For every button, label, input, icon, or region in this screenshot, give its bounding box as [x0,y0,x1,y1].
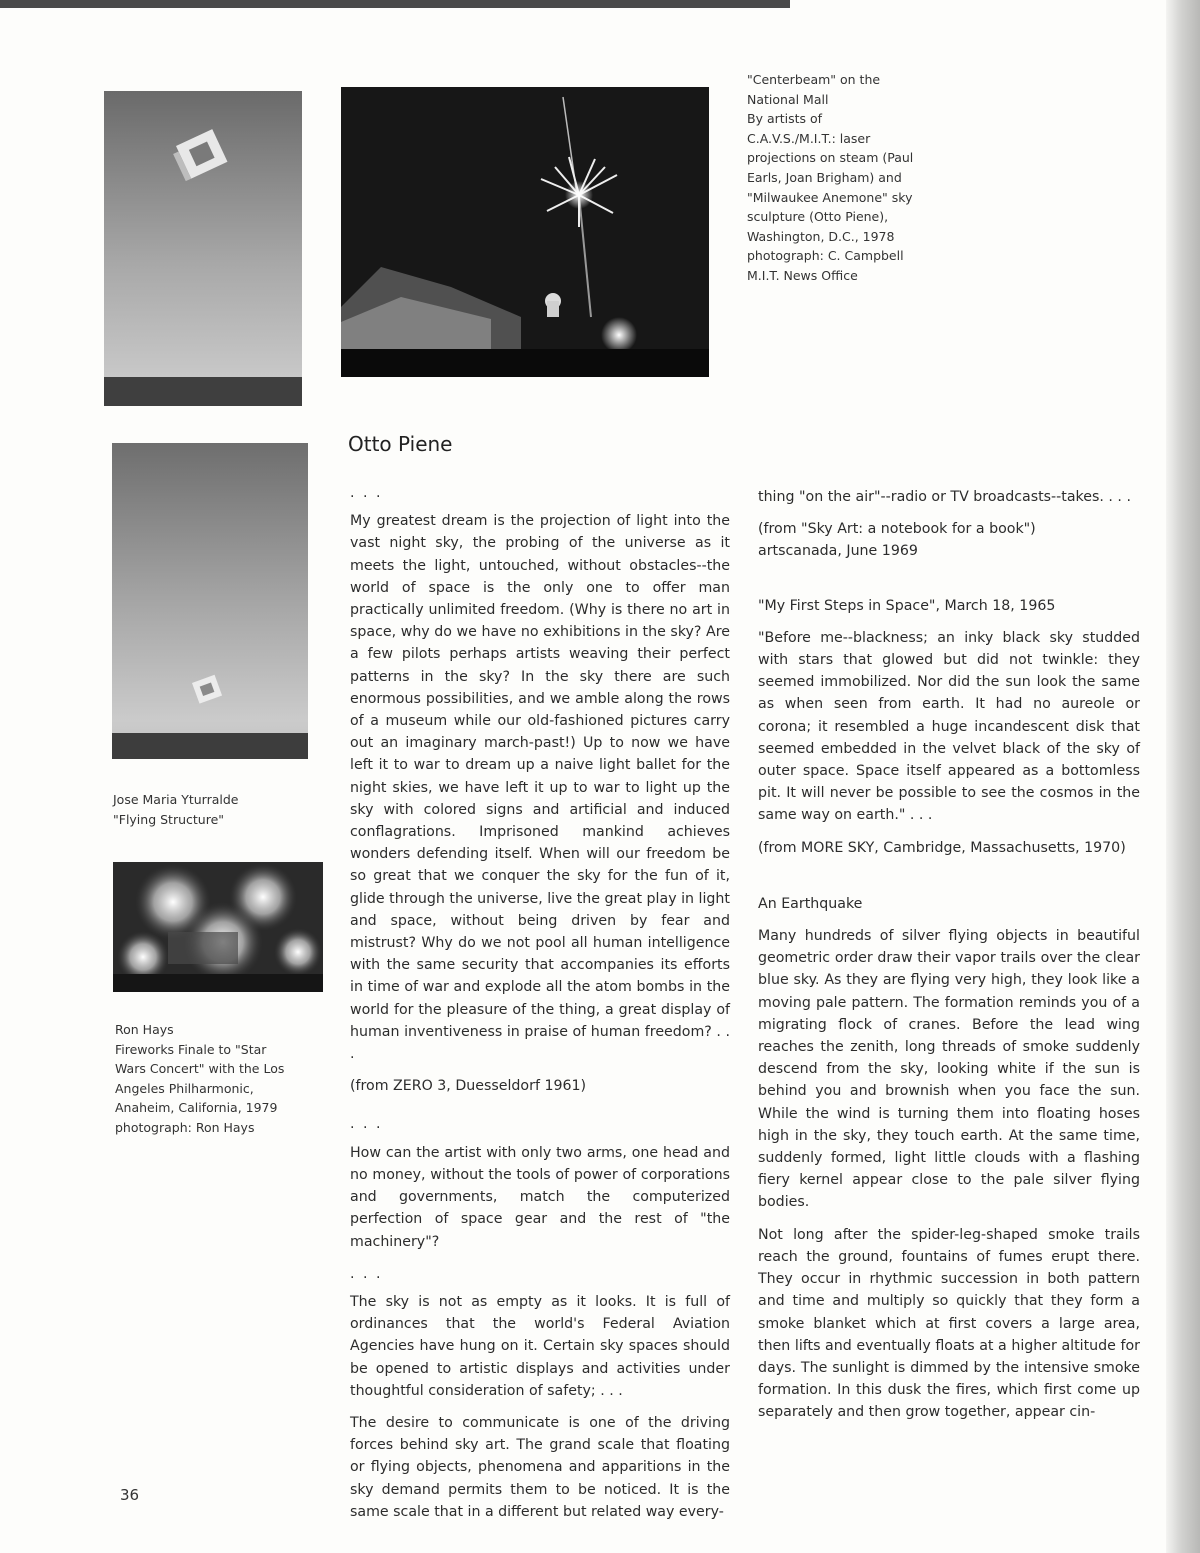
paragraph: The desire to communicate is one of the driving forces behind sky art. The grand scale that floating or flying objects, phenomena and apparitions in the sky demand permits them to be noticed. It is the same scale that in a different but related way every- [350,1414,730,1520]
paragraph: "Before me--blackness; an inky black sky studded with stars that glowed but did not twinkle: they seemed immobilized. Nor did the sun look the same as when seen from earth. It had no aureole or corona; it resembled a huge incandescent disk that seemed embedded in the velvet black of the sky of outer space. Space itself appeared as a bottomless pit. It will never be possible to see the cosmos in the same way on earth." . . . [758,629,1140,824]
caption-line: sculpture (Otto Piene), [747,209,889,225]
paragraph: The sky is not as empty as it looks. It is full of ordinances that the world's Federal Aviation Agencies have hung on it. Certain sky spaces should be opened to artistic displays and activities under thoughtful consideration of safety; . . . [350,1293,730,1399]
source-citation: (from "Sky Art: a notebook for a book") [758,521,1036,538]
caption-line: Anaheim, California, 1979 [115,1100,278,1116]
caption-line: Fireworks Finale to "Star [115,1041,267,1057]
photo-centerbeam-night [341,87,709,377]
caption-line: photograph: Ron Hays [115,1119,255,1135]
paragraph: How can the artist with only two arms, one head and no money, without the tools of power of corporations and governments, match the computerized perfection of space gear and the rest of "the machinery"? [350,1144,730,1250]
caption-line: Jose Maria Yturralde [113,792,239,807]
caption-flying-structure [113,790,238,829]
source-citation: artscanada, June 1969 [758,543,918,560]
caption-line: photograph: C. Campbell [747,248,904,264]
paragraph: thing "on the air"--radio or TV broadcasts--takes. . . . [758,489,1131,505]
caption-line: Earls, Joan Brigham) and [747,169,902,185]
paragraph: My greatest dream is the projection of light into the vast night sky, the probing of the universe as it meets the light, untouched, without obstacles--the world of space is the only one to offer man practically unlimited freedom. (Why is there no art in space, why do we have no exhibitions in the sky? Are a few pilots perhaps artists weaving their perfect patterns in the sky? In the sky there are such enormous possibilities, and we amble along the rows of a museum while our old-fashioned pictures carry out an imaginary march-past!) Up to now we have left it to war to dream up a naive light ballet for the night skies, we have left it up to war to light up the sky with colored signs and artificial and induced conflagrations. Imprisoned mankind achieves wonders defending itself. When will our freedom be so great that we conquer the sky for the fun of it, glide through the universe, live the great play in light and space, without being driven by fear and mistrust? Why do we not pool all human intelligence with the same security that accompanies its efforts in time of war and explode all the atom bombs in the world for the pleasure of the thing, a great display of human inventiveness in praise of human freedom? . . . [350,513,730,1063]
caption-line: "Centerbeam" on the [747,72,881,87]
source-citation: (from ZERO 3, Duesseldorf 1961) [350,1078,587,1095]
ellipsis: . . . [350,485,383,501]
caption-line: "Milwaukee Anemone" sky [747,189,913,205]
section-heading: "My First Steps in Space", March 18, 1965 [758,597,1056,614]
article-title: Otto Piene [348,432,453,456]
caption-line: "Flying Structure" [113,811,225,827]
paragraph: Many hundreds of silver flying objects in beautiful geometric order draw their vapor trails over the clear blue sky. As they are flying very high, they look like a moving pale pattern. The formation reminds you of a migrating flock of cranes. Before the lead wing reaches the zenith, long threads of smoke suddenly descend from the sky, looking white if the sun is behind you and brownish when you face the sun. While the wind is turning them into floating hoses high in the sky, they touch earth. At the same time, suddenly formed, light little clouds with a flashing fiery kernel appear close to the pale silver flying bodies. [758,928,1140,1211]
caption-line: Angeles Philharmonic, [115,1080,254,1096]
ellipsis: . . . [350,1116,383,1133]
ellipsis: . . . [350,1265,383,1282]
caption-line: By artists of [747,111,823,127]
caption-line: Ron Hays [115,1022,174,1037]
caption-line: Wars Concert" with the Los [115,1061,285,1077]
photo-fireworks-finale [113,862,323,992]
caption-centerbeam [747,70,913,286]
caption-line: C.A.V.S./M.I.T.: laser [747,130,871,146]
page-edge-shadow [1166,0,1200,1553]
top-rule [0,0,790,8]
caption-line: National Mall [747,91,829,107]
caption-line: M.I.T. News Office [747,267,858,283]
paragraph: Not long after the spider-leg-shaped smoke trails reach the ground, fountains of fumes erupt there. They occur in rhythmic succession in both pattern and time and multiply so quickly that they form a smoke blanket which at first covers a large area, then lifts and eventually floats at a higher altitude for days. The sunlight is dimmed by the intensive smoke formation. In this dusk the fires, which first come up separately and then grow together, appear cin- [758,1226,1140,1421]
text-column-right [758,486,1140,1434]
caption-line: Washington, D.C., 1978 [747,228,895,244]
photo-sky-structure-2 [112,443,308,759]
caption-fireworks [115,1020,284,1138]
page-number: 36 [120,1486,140,1504]
photo-sky-structure-1 [104,91,302,406]
source-citation: (from MORE SKY, Cambridge, Massachusetts, 1970) [758,839,1126,856]
caption-line: projections on steam (Paul [747,150,914,166]
section-heading: An Earthquake [758,895,863,912]
text-column-left [350,482,730,1533]
